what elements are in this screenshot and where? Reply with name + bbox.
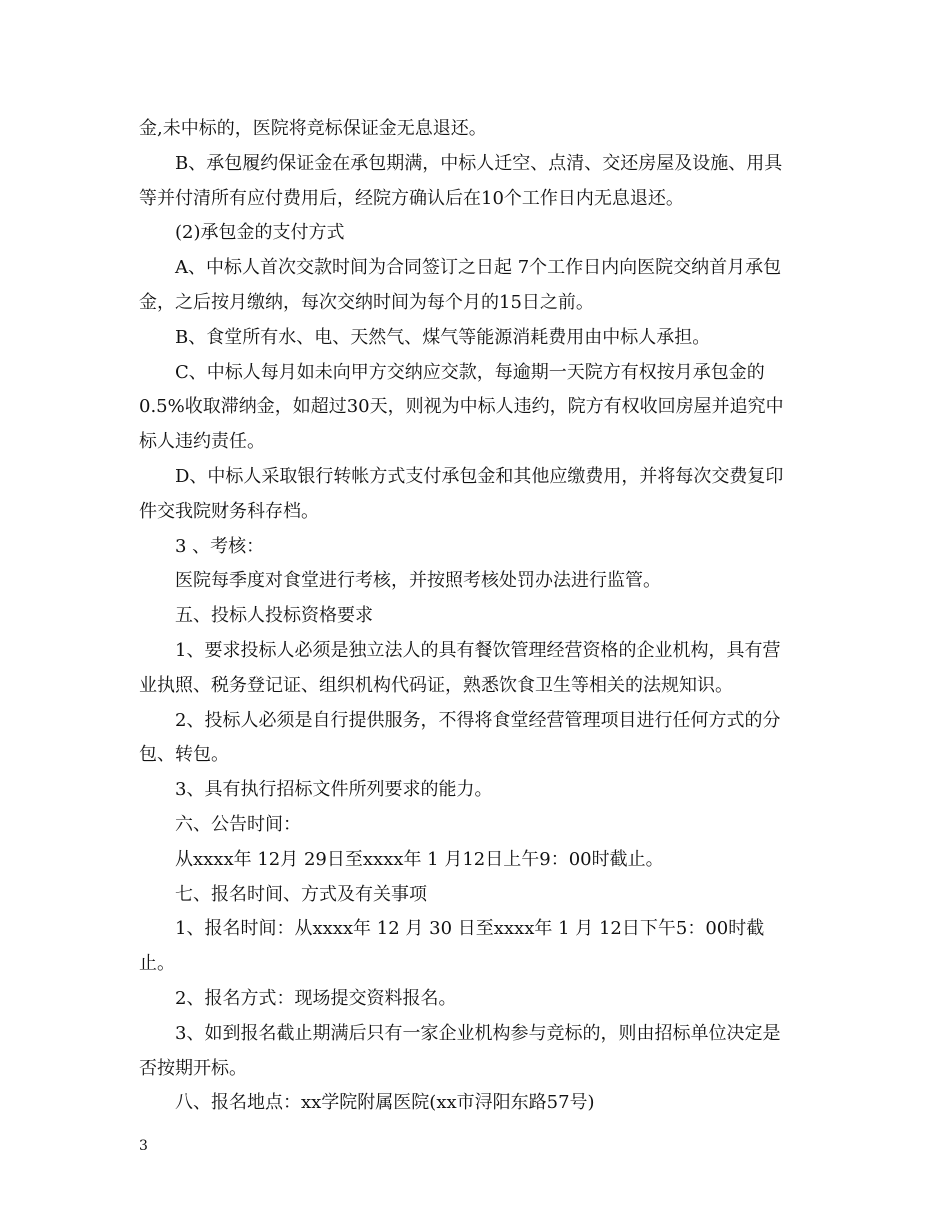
text-line: 金,未中标的，医院将竞标保证金无息退还。 xyxy=(139,118,487,139)
text-line: 3、具有执行招标文件所列要求的能力。 xyxy=(175,779,493,801)
text-line: 1、报名时间：从xxxx年 12 月 30 日至xxxx年 1 月 12日下午5：00时截 xyxy=(175,918,765,940)
text-line: B、承包履约保证金在承包期满，中标人迁空、点清、交还房屋及设施、用具 xyxy=(175,152,783,174)
text-line: 业执照、税务登记证、组织机构代码证，熟悉饮食卫生等相关的法规知识。 xyxy=(139,674,733,696)
page-number: 3 xyxy=(139,1138,148,1154)
text-line: 七、报名时间、方式及有关事项 xyxy=(175,883,427,905)
text-line: 3 、考核： xyxy=(175,535,265,557)
text-line: 标人违约责任。 xyxy=(139,431,265,453)
text-line: 医院每季度对食堂进行考核，并按照考核处罚办法进行监管。 xyxy=(175,570,661,592)
text-line: A、中标人首次交款时间为合同签订之日起 7个工作日内向医院交纳首月承包 xyxy=(175,257,782,279)
text-line: 1、要求投标人必须是独立法人的具有餐饮管理经营资格的企业机构，具有营 xyxy=(175,639,781,661)
text-line: 否按期开标。 xyxy=(139,1057,247,1079)
text-line: 3、如到报名截止期满后只有一家企业机构参与竞标的，则由招标单位决定是 xyxy=(175,1022,781,1044)
text-line: B、食堂所有水、电、天然气、煤气等能源消耗费用由中标人承担。 xyxy=(175,326,711,348)
text-line: D、中标人采取银行转帐方式支付承包金和其他应缴费用，并将每次交费复印 xyxy=(175,465,784,487)
text-line: 金，之后按月缴纳，每次交纳时间为每个月的15日之前。 xyxy=(139,291,594,313)
text-line: 2、报名方式：现场提交资料报名。 xyxy=(175,987,457,1009)
text-line: 止。 xyxy=(139,953,175,975)
text-line: 等并付清所有应付费用后，经院方确认后在10个工作日内无息退还。 xyxy=(139,187,684,209)
text-line: C、中标人每月如未向甲方交纳应交款，每逾期一天院方有权按月承包金的 xyxy=(175,361,765,383)
text-line: 八、报名地点：xx学院附属医院(xx市浔阳东路57号) xyxy=(175,1092,595,1114)
text-line: 0.5%收取滞纳金，如超过30天，则视为中标人违约，院方有权收回房屋并追究中 xyxy=(139,396,784,418)
document-body xyxy=(139,112,814,1121)
text-line: 六、公告时间： xyxy=(175,813,301,835)
text-line: 五、投标人投标资格要求 xyxy=(175,605,373,627)
text-line: 2、投标人必须是自行提供服务，不得将食堂经营管理项目进行任何方式的分 xyxy=(175,709,781,731)
text-line: 从xxxx年 12月 29日至xxxx年 1 月12日上午9：00时截止。 xyxy=(175,848,664,870)
text-line: (2)承包金的支付方式 xyxy=(175,222,345,244)
text-line: 件交我院财务科存档。 xyxy=(139,500,319,522)
text-line: 包、转包。 xyxy=(139,744,229,766)
